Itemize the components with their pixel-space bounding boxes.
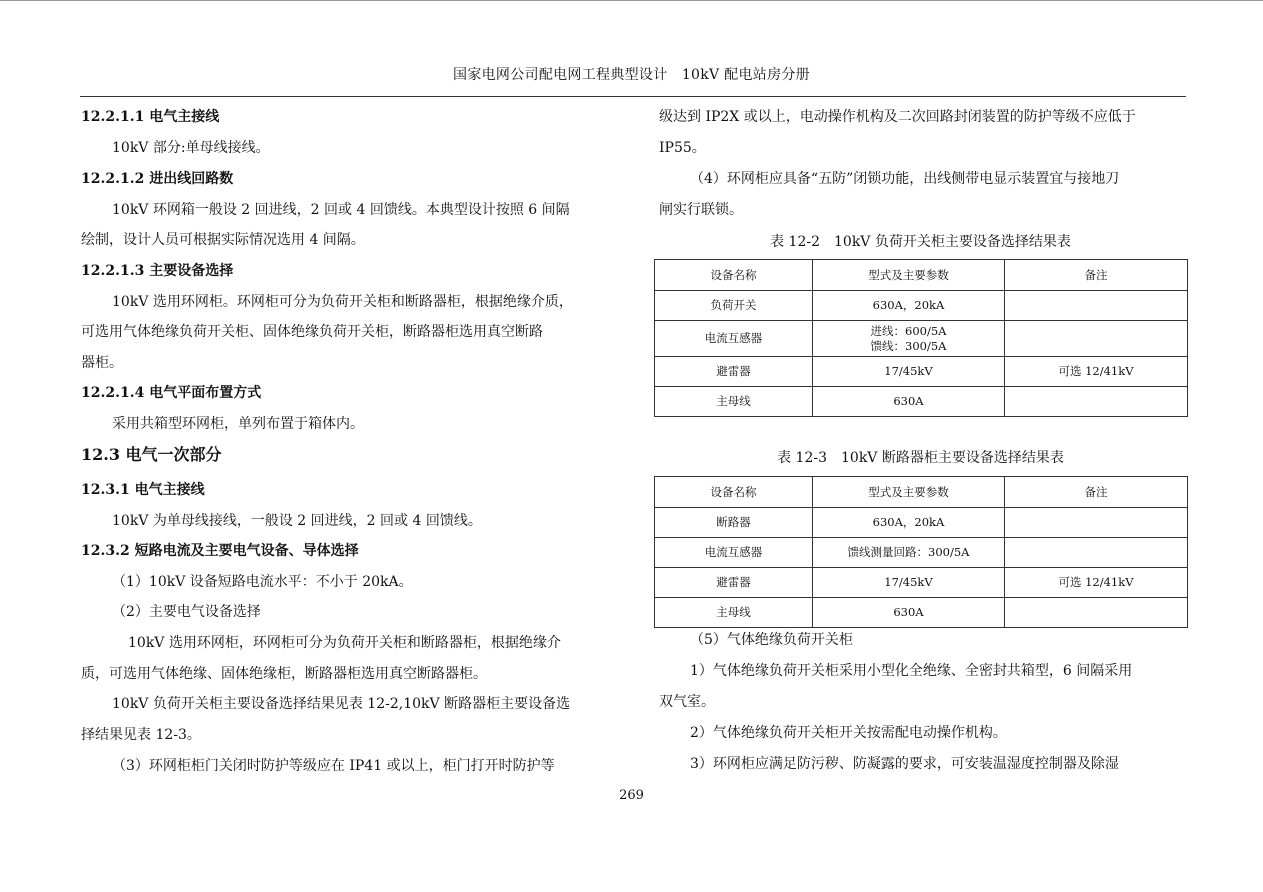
table-cell	[1005, 598, 1188, 628]
table-cell: 630A	[813, 598, 1005, 628]
table-header-row	[655, 477, 1188, 508]
list-item: （3）环网柜柜门关闭时防护等级应在 IP41 或以上，柜门打开时防护等	[112, 758, 555, 774]
paragraph-line: 1）气体绝缘负荷开关柜采用小型化全绝缘、全密封共箱型，6 间隔采用	[690, 663, 1133, 679]
header-cell: 设备名称	[655, 477, 813, 508]
table-cell: 电流互感器	[655, 321, 813, 357]
paragraph-line: 级达到 IP2X 或以上，电动操作机构及二次回路封闭装置的防护等级不应低于	[659, 109, 1136, 125]
header-cell: 备注	[1005, 260, 1188, 291]
paragraph-line: 闸实行联锁。	[659, 202, 743, 218]
table-cell: 主母线	[655, 387, 813, 417]
paragraph-line: 2）气体绝缘负荷开关柜开关按需配电动操作机构。	[690, 725, 1007, 741]
table-cell: 可选 12/41kV	[1005, 357, 1188, 387]
table-row	[655, 508, 1188, 538]
cell-line: 馈线：300/5A	[870, 338, 947, 353]
table-cell: 馈线测量回路：300/5A	[813, 538, 1005, 568]
table-row	[655, 321, 1188, 357]
heading-12-2-1-3: 12.2.1.3 主要设备选择	[81, 263, 234, 279]
table-12-3-caption: 表 12-3 10kV 断路器柜主要设备选择结果表	[777, 450, 1064, 466]
table-row	[655, 538, 1188, 568]
paragraph-line: 10kV 为单母线接线，一般设 2 回进线，2 回或 4 回馈线。	[112, 513, 482, 529]
table-cell: 主母线	[655, 598, 813, 628]
table-row	[655, 598, 1188, 628]
table-cell: 电流互感器	[655, 538, 813, 568]
table-cell	[813, 321, 1005, 357]
table-cell: 可选 12/41kV	[1005, 568, 1188, 598]
table-cell: 断路器	[655, 508, 813, 538]
header-cell: 型式及主要参数	[813, 477, 1005, 508]
paragraph-line: IP55。	[659, 140, 706, 156]
table-row	[655, 568, 1188, 598]
table-row	[655, 357, 1188, 387]
paragraph-line: 质，可选用气体绝缘、固体绝缘柜，断路器柜选用真空断路器柜。	[81, 666, 487, 682]
list-item: （5）气体绝缘负荷开关柜	[690, 632, 853, 648]
table-12-2-caption: 表 12-2 10kV 负荷开关柜主要设备选择结果表	[770, 234, 1071, 250]
header-cell: 设备名称	[655, 260, 813, 291]
paragraph-line: 绘制，设计人员可根据实际情况选用 4 间隔。	[81, 232, 365, 248]
header-cell: 型式及主要参数	[813, 260, 1005, 291]
paragraph-line: 10kV 环网箱一般设 2 回进线，2 回或 4 回馈线。本典型设计按照 6 间隔	[112, 202, 570, 218]
header-cell: 备注	[1005, 477, 1188, 508]
heading-12-2-1-1: 12.2.1.1 电气主接线	[81, 109, 220, 125]
table-cell	[1005, 387, 1188, 417]
cell-line: 进线：600/5A	[870, 323, 947, 338]
table-cell	[1005, 321, 1188, 357]
table-cell: 630A	[813, 387, 1005, 417]
table-cell: 17/45kV	[813, 568, 1005, 598]
list-item: （4）环网柜应具备“五防”闭锁功能，出线侧带电显示装置宜与接地刀	[690, 171, 1120, 187]
table-cell	[1005, 291, 1188, 321]
table-cell: 避雷器	[655, 568, 813, 598]
paragraph-line: 10kV 负荷开关柜主要设备选择结果见表 12-2,10kV 断路器柜主要设备选	[112, 696, 571, 712]
paragraph-line: 双气室。	[659, 694, 715, 710]
list-item: （1）10kV 设备短路电流水平：不小于 20kA。	[112, 574, 413, 590]
table-cell	[1005, 538, 1188, 568]
table-12-2	[654, 259, 1188, 417]
page-number: 269	[619, 788, 644, 803]
paragraph-line: 10kV 选用环网柜，环网柜可分为负荷开关柜和断路器柜，根据绝缘介	[128, 635, 561, 651]
heading-12-2-1-2: 12.2.1.2 进出线回路数	[81, 171, 234, 187]
table-cell: 17/45kV	[813, 357, 1005, 387]
table-cell	[1005, 508, 1188, 538]
table-row	[655, 291, 1188, 321]
top-border-line	[0, 0, 1263, 1]
paragraph-line: 采用共箱型环网柜，单列布置于箱体内。	[112, 416, 364, 432]
table-cell: 负荷开关	[655, 291, 813, 321]
list-item: （2）主要电气设备选择	[112, 604, 261, 620]
section-heading-12-3: 12.3 电气一次部分	[81, 445, 222, 464]
table-header-row	[655, 260, 1188, 291]
page-header: 国家电网公司配电网工程典型设计 10kV 配电站房分册	[453, 67, 810, 83]
table-row	[655, 387, 1188, 417]
table-cell: 630A，20kA	[813, 291, 1005, 321]
paragraph-line: 器柜。	[81, 355, 123, 371]
paragraph-line: 可选用气体绝缘负荷开关柜、固体绝缘负荷开关柜，断路器柜选用真空断路	[81, 324, 543, 340]
paragraph-line: 10kV 选用环网柜。环网柜可分为负荷开关柜和断路器柜，根据绝缘介质，	[112, 294, 573, 310]
heading-12-2-1-4: 12.2.1.4 电气平面布置方式	[81, 385, 262, 401]
table-12-3	[654, 476, 1188, 628]
header-rule	[80, 96, 1186, 97]
table-cell: 630A，20kA	[813, 508, 1005, 538]
heading-12-3-1: 12.3.1 电气主接线	[81, 482, 205, 498]
heading-12-3-2: 12.3.2 短路电流及主要电气设备、导体选择	[81, 543, 359, 559]
paragraph-line: 3）环网柜应满足防污秽、防凝露的要求，可安装温湿度控制器及除湿	[690, 756, 1119, 772]
paragraph-line: 10kV 部分:单母线接线。	[112, 140, 270, 156]
paragraph-line: 择结果见表 12-3。	[81, 727, 201, 743]
table-cell: 避雷器	[655, 357, 813, 387]
